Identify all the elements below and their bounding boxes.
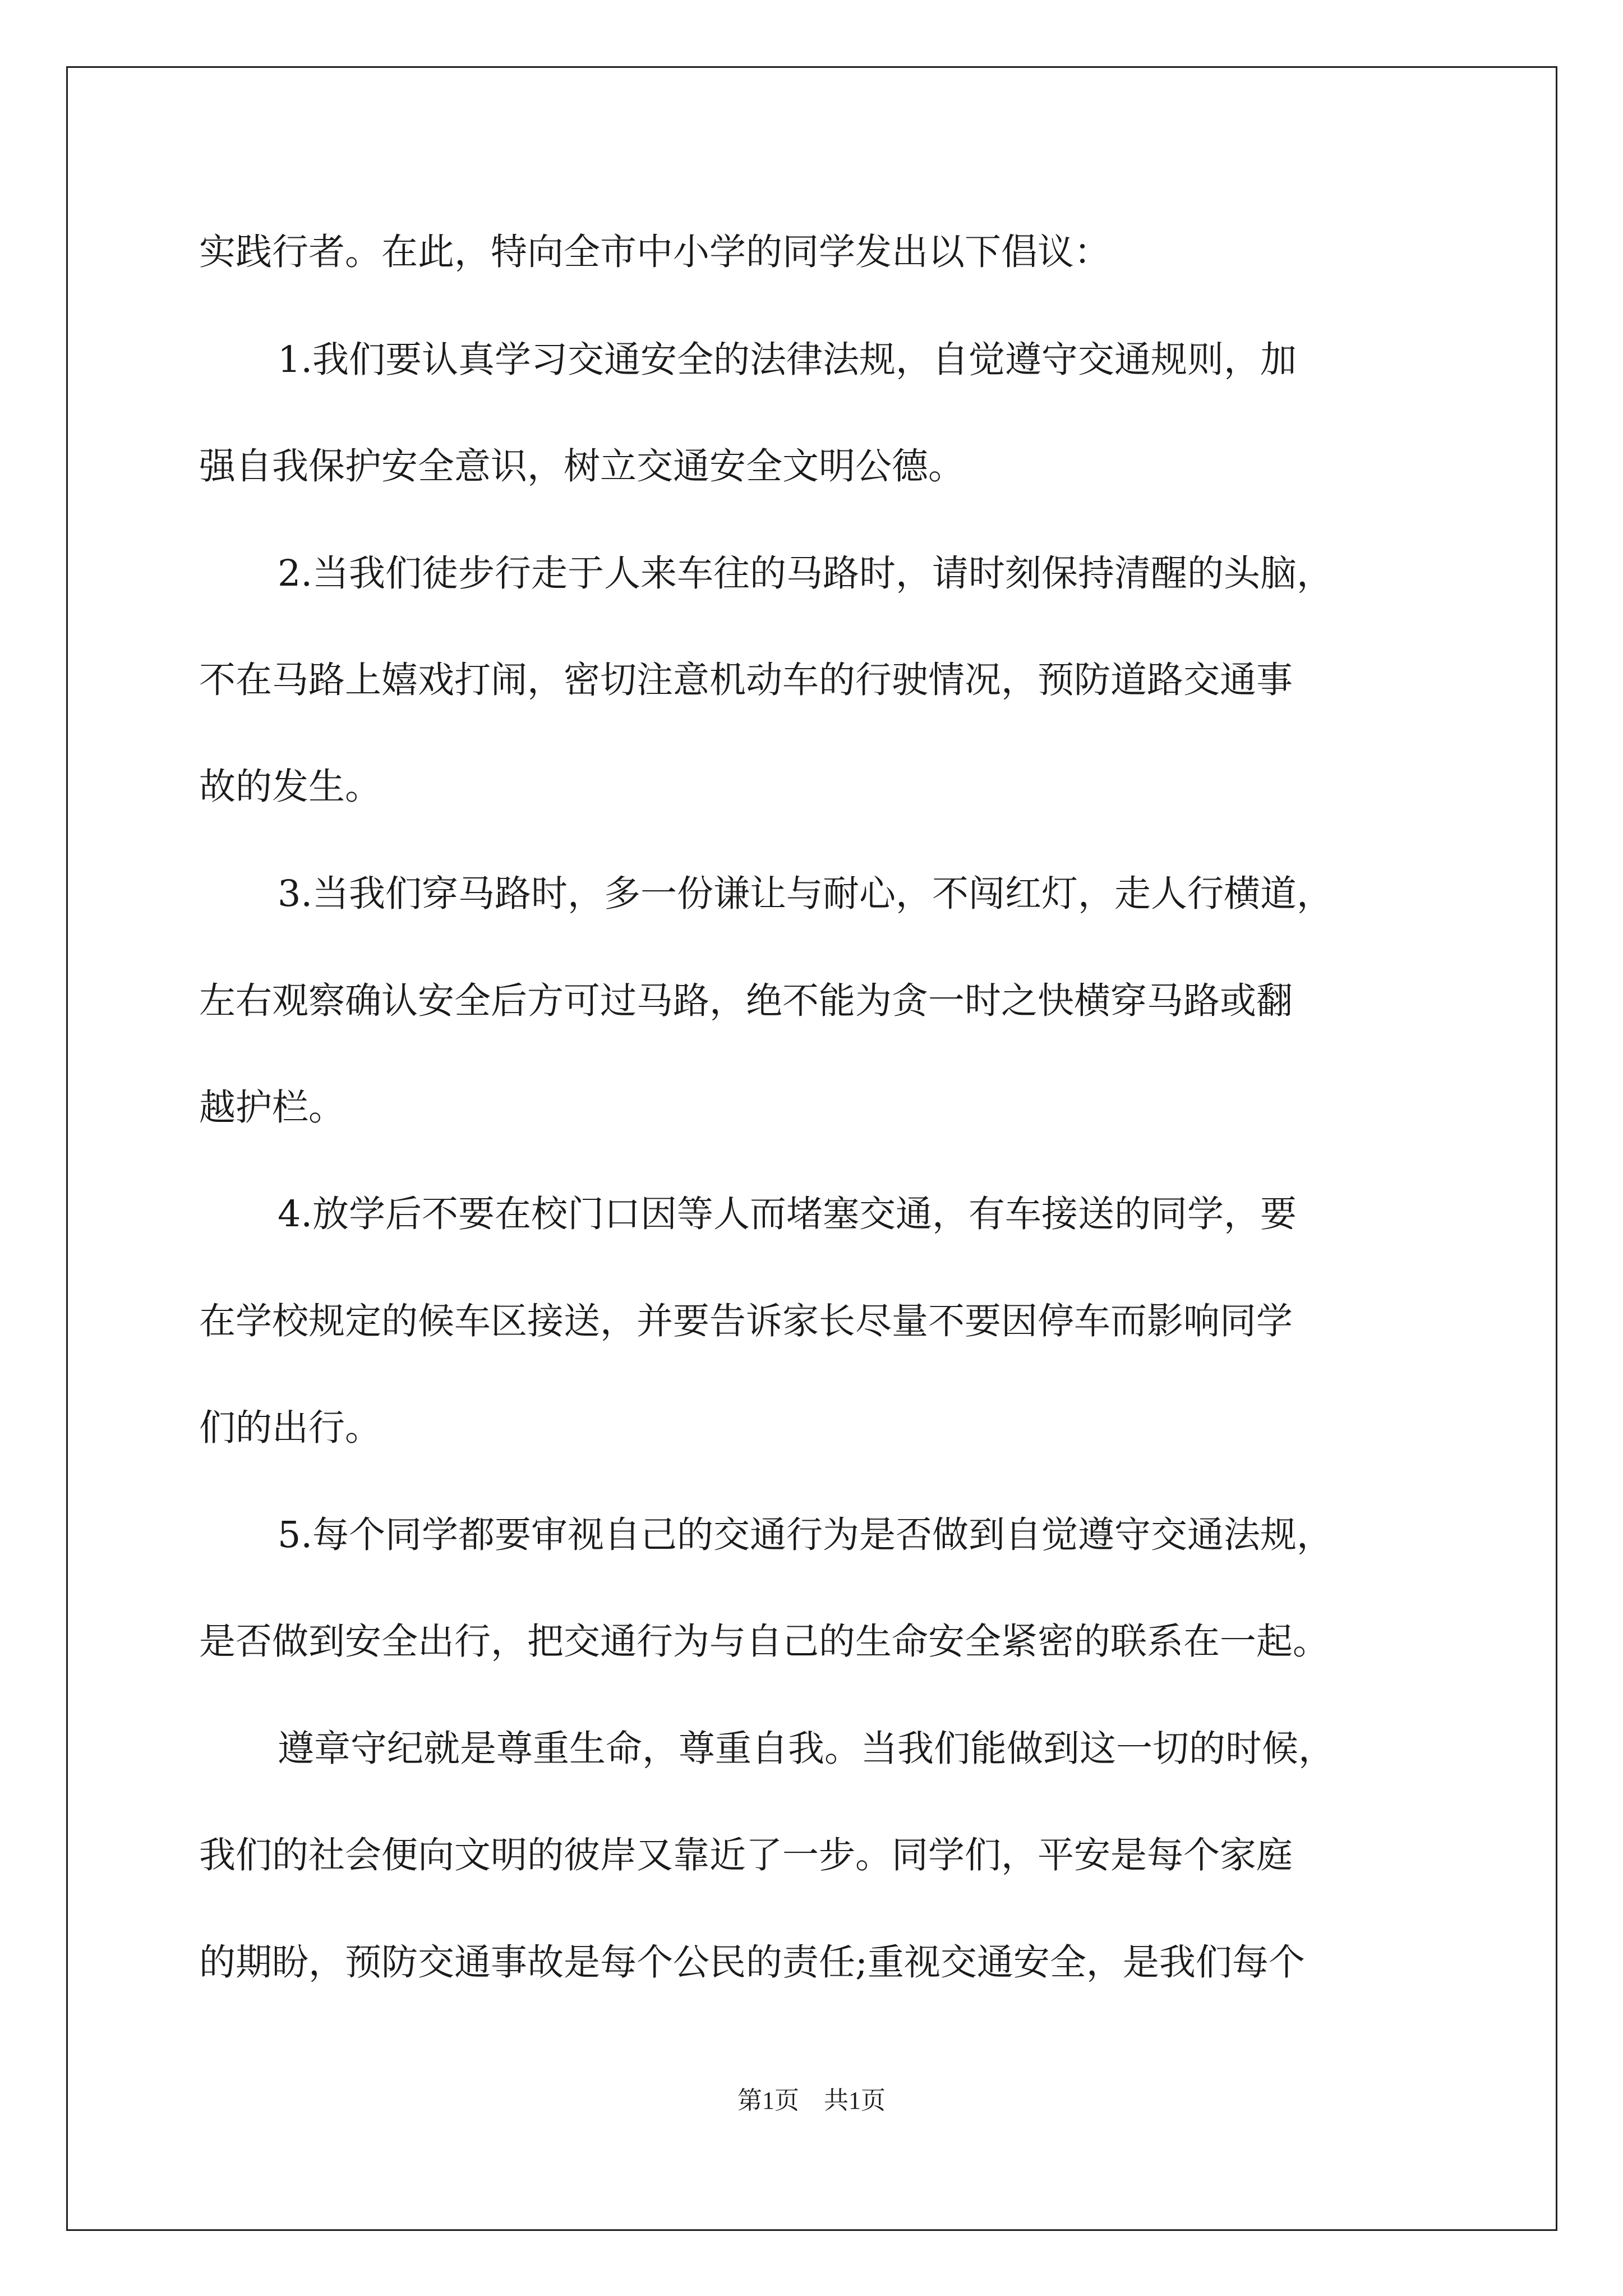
body-line: 是否做到安全出行，把交通行为与自己的生命安全紧密的联系在一起。 [199, 1621, 1330, 1663]
body-line: 实践行者。在此，特向全市中小学的同学发出以下倡议： [199, 231, 1111, 273]
body-line: 越护栏。 [199, 1087, 345, 1129]
body-line: 我们的社会便向文明的彼岸又靠近了一步。同学们，平安是每个家庭 [199, 1834, 1293, 1876]
body-line: 2.当我们徒步行走于人来车往的马路时，请时刻保持清醒的头脑， [278, 553, 1334, 595]
body-line: 4.放学后不要在校门口因等人而堵塞交通，有车接送的同学，要 [278, 1193, 1297, 1235]
body-line: 遵章守纪就是尊重生命，尊重自我。当我们能做到这一切的时候， [278, 1728, 1335, 1770]
body-line: 的期盼，预防交通事故是每个公民的责任;重视交通安全，是我们每个 [199, 1941, 1305, 1984]
body-line: 在学校规定的候车区接送，并要告诉家长尽量不要因停车而影响同学 [199, 1300, 1293, 1342]
page-footer: 第1页 共1页 [737, 2087, 886, 2114]
body-line: 1.我们要认真学习交通安全的法律法规，自觉遵守交通规则，加 [278, 339, 1297, 381]
body-line: 故的发生。 [199, 766, 382, 808]
body-line: 强自我保护安全意识，树立交通安全文明公德。 [199, 445, 965, 487]
body-line: 们的出行。 [199, 1407, 382, 1449]
body-line: 5.每个同学都要审视自己的交通行为是否做到自觉遵守交通法规， [278, 1514, 1334, 1556]
body-line: 3.当我们穿马路时，多一份谦让与耐心，不闯红灯，走人行横道， [278, 873, 1334, 915]
body-line: 左右观察确认安全后方可过马路，绝不能为贪一时之快横穿马路或翻 [199, 980, 1293, 1022]
page-border [66, 66, 1557, 2231]
body-line: 不在马路上嬉戏打闹，密切注意机动车的行驶情况，预防道路交通事 [199, 659, 1293, 701]
